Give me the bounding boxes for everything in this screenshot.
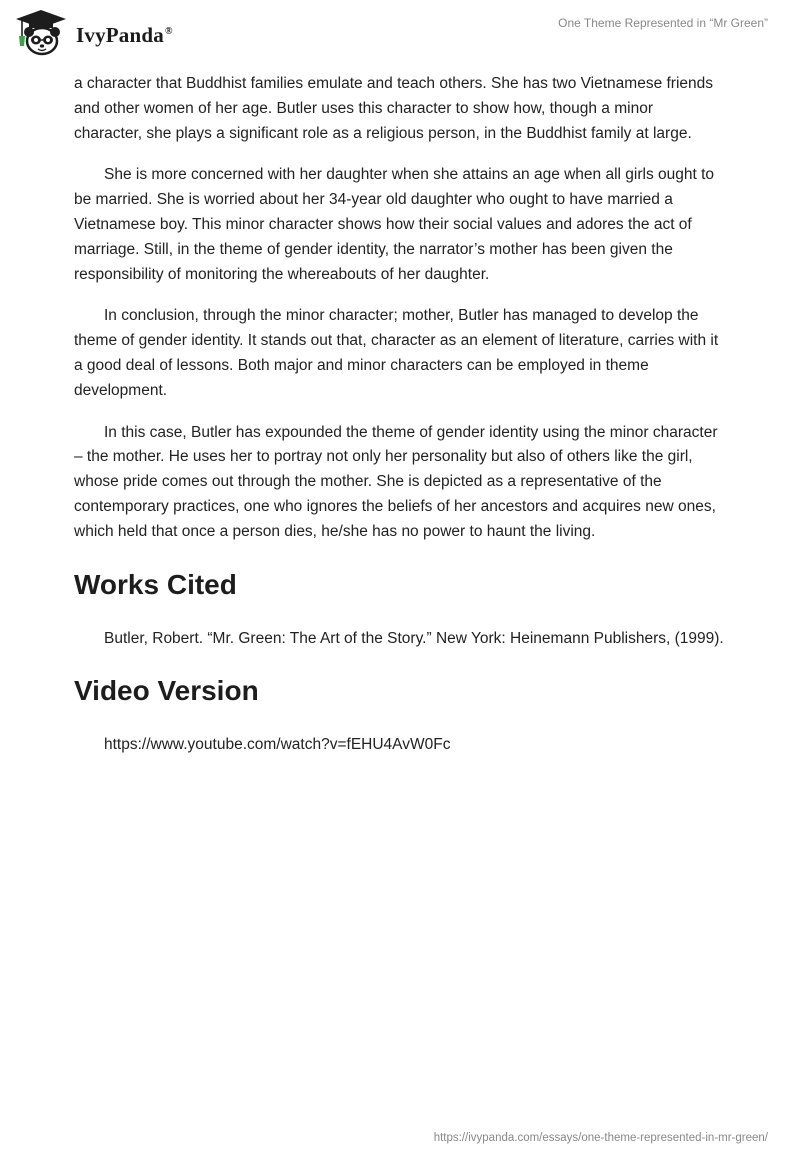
paragraph: In this case, Butler has expounded the theme of gender identity using the minor character – the mother. He uses her to portray not only her personality but also of others like the girl, whose pride comes out through the mother. She is depicted as a representative of the contemporary practices, one who ignores the beliefs of her ancestors and acquires new ones, which held that once a person dies, he/she has no power to haunt the living. xyxy=(74,423,718,540)
paragraph: a character that Buddhist families emulate and teach others. She has two Vietnamese friends and other women of her age. Butler uses this character to show how, though a minor character, she plays a significant role as a religious person, in the Buddhist family at large. xyxy=(74,75,714,142)
running-title: One Theme Represented in “Mr Green” xyxy=(558,16,768,30)
paragraph: In conclusion, through the minor character; mother, Butler has managed to develop the theme of gender identity. It stands out that, character as an element of literature, carries with it a good deal of lessons. Both major and minor characters can be employed in theme development. xyxy=(74,307,719,399)
video-version-heading: Video Version xyxy=(74,675,259,707)
paragraph: She is more concerned with her daughter when she attains an age when all girls ought to be married. She is worried about her 34-year old daughter who ought to have married a Vietnamese boy. This minor character shows how their social values and adores the act of marriage. Still, in the theme of gender identity, the narrator’s mother has been given the responsibility of monitoring the whereabouts of her daughter. xyxy=(74,166,715,283)
essay-content xyxy=(74,72,724,775)
citation-entry: Butler, Robert. “Mr. Green: The Art of the Story.” New York: Heinemann Publishers, (1999). xyxy=(104,629,724,647)
works-cited-heading: Works Cited xyxy=(74,568,237,600)
page-header xyxy=(0,0,800,70)
panda-graduation-cap-icon xyxy=(14,8,72,58)
brand-name: IvyPanda® xyxy=(76,22,173,47)
video-link[interactable]: https://www.youtube.com/watch?v=fEHU4AvW0Fc xyxy=(104,736,451,754)
ivypanda-logo[interactable] xyxy=(14,8,173,58)
footer-url[interactable]: https://ivypanda.com/essays/one-theme-represented-in-mr-green/ xyxy=(433,1132,768,1144)
registered-mark: ® xyxy=(164,25,173,37)
